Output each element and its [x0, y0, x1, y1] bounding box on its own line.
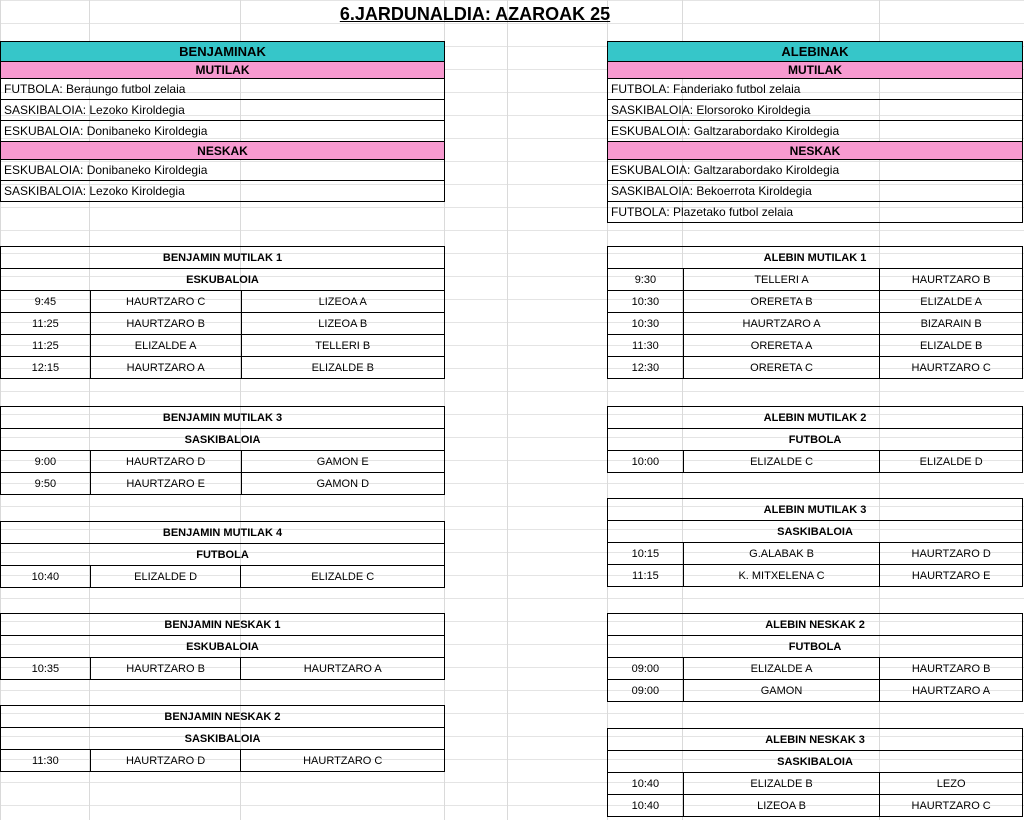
home-team: ELIZALDE A — [683, 658, 879, 680]
match-row — [608, 773, 1023, 795]
venue-row: ESKUBALOIA: Galtzarabordako Kiroldegia — [608, 121, 1023, 142]
home-team: ORERETA A — [683, 335, 879, 357]
match-row — [1, 473, 445, 495]
schedule-benjamin-mutilak-4 — [0, 521, 445, 588]
benjaminak-girls-label: NESKAK — [1, 142, 445, 160]
home-team: HAURTZARO C — [90, 291, 241, 313]
away-team: GAMON E — [241, 451, 444, 473]
match-row — [608, 357, 1023, 379]
match-time: 09:00 — [608, 658, 684, 680]
match-time: 12:15 — [1, 357, 91, 379]
venue-row: FUTBOLA: Fanderiako futbol zelaia — [608, 79, 1023, 100]
away-team: ELIZALDE D — [880, 451, 1023, 473]
benjaminak-header: BENJAMINAK — [1, 42, 445, 62]
sport-label: SASKIBALOIA — [1, 429, 445, 451]
venue-row: SASKIBALOIA: Lezoko Kiroldegia — [1, 181, 445, 202]
match-time: 10:40 — [608, 795, 684, 817]
schedule-alebin-neskak-2 — [607, 613, 1023, 702]
schedule-benjamin-neskak-2 — [0, 705, 445, 772]
match-row — [608, 269, 1023, 291]
sport-label: FUTBOLA — [1, 544, 445, 566]
away-team: HAURTZARO E — [880, 565, 1023, 587]
match-time: 11:25 — [1, 335, 91, 357]
sport-label: FUTBOLA — [608, 429, 1023, 451]
venue-row: SASKIBALOIA: Lezoko Kiroldegia — [1, 100, 445, 121]
match-time: 10:00 — [608, 451, 684, 473]
group-title: BENJAMIN NESKAK 1 — [1, 614, 445, 636]
match-row — [1, 357, 445, 379]
away-team: ELIZALDE B — [880, 335, 1023, 357]
venue-row: FUTBOLA: Plazetako futbol zelaia — [608, 202, 1023, 223]
away-team: HAURTZARO B — [880, 658, 1023, 680]
match-time: 9:00 — [1, 451, 91, 473]
match-time: 9:45 — [1, 291, 91, 313]
alebinak-header: ALEBINAK — [608, 42, 1023, 62]
home-team: ORERETA C — [683, 357, 879, 379]
group-title: ALEBIN MUTILAK 2 — [608, 407, 1023, 429]
away-team: LIZEOA A — [241, 291, 445, 313]
match-row — [608, 335, 1023, 357]
match-time: 10:15 — [608, 543, 684, 565]
schedule-benjamin-neskak-1 — [0, 613, 445, 680]
venue-row: SASKIBALOIA: Elorsoroko Kiroldegia — [608, 100, 1023, 121]
match-time: 11:30 — [1, 750, 91, 772]
schedule-benjamin-mutilak-3 — [0, 406, 445, 495]
match-time: 11:15 — [608, 565, 684, 587]
match-row — [1, 291, 445, 313]
match-row — [1, 566, 445, 588]
match-time: 09:00 — [608, 680, 684, 702]
group-title: ALEBIN MUTILAK 1 — [608, 247, 1023, 269]
group-title: BENJAMIN MUTILAK 4 — [1, 522, 445, 544]
venue-row: ESKUBALOIA: Galtzarabordako Kiroldegia — [608, 160, 1023, 181]
home-team: TELLERI A — [683, 269, 879, 291]
sport-label: SASKIBALOIA — [1, 728, 445, 750]
away-team: HAURTZARO C — [880, 357, 1023, 379]
alebinak-boys-label: MUTILAK — [608, 62, 1023, 79]
match-time: 10:30 — [608, 291, 684, 313]
schedule-alebin-mutilak-2 — [607, 406, 1023, 473]
match-time: 10:40 — [1, 566, 91, 588]
away-team: LIZEOA B — [241, 313, 445, 335]
away-team: HAURTZARO A — [880, 680, 1023, 702]
match-row — [608, 565, 1023, 587]
home-team: HAURTZARO B — [90, 313, 241, 335]
home-team: ELIZALDE A — [90, 335, 241, 357]
away-team: TELLERI B — [241, 335, 445, 357]
away-team: GAMON D — [241, 473, 444, 495]
match-time: 11:25 — [1, 313, 91, 335]
match-time: 10:35 — [1, 658, 91, 680]
venue-row: FUTBOLA: Beraungo futbol zelaia — [1, 79, 445, 100]
page-title: 6.JARDUNALDIA: AZAROAK 25 — [339, 4, 611, 24]
match-row — [608, 313, 1023, 335]
group-title: BENJAMIN MUTILAK 3 — [1, 407, 445, 429]
home-team: ORERETA B — [683, 291, 879, 313]
match-row — [608, 680, 1023, 702]
benjaminak-venues — [0, 41, 445, 202]
match-row — [608, 291, 1023, 313]
away-team: HAURTZARO A — [241, 658, 445, 680]
group-title: BENJAMIN MUTILAK 1 — [1, 247, 445, 269]
group-title: ALEBIN MUTILAK 3 — [608, 499, 1023, 521]
home-team: HAURTZARO D — [90, 451, 241, 473]
match-time: 10:40 — [608, 773, 684, 795]
sport-label: SASKIBALOIA — [608, 521, 1023, 543]
alebinak-venues — [607, 41, 1023, 223]
away-team: ELIZALDE C — [241, 566, 445, 588]
home-team: LIZEOA B — [683, 795, 879, 817]
venue-row: ESKUBALOIA: Donibaneko Kiroldegia — [1, 160, 445, 181]
away-team: HAURTZARO C — [241, 750, 445, 772]
group-title: BENJAMIN NESKAK 2 — [1, 706, 445, 728]
sport-label: SASKIBALOIA — [608, 751, 1023, 773]
home-team: G.ALABAK B — [683, 543, 879, 565]
schedule-alebin-mutilak-1 — [607, 246, 1023, 379]
group-title: ALEBIN NESKAK 2 — [608, 614, 1023, 636]
match-row — [1, 750, 445, 772]
match-time: 9:30 — [608, 269, 684, 291]
away-team: HAURTZARO C — [880, 795, 1023, 817]
match-time: 10:30 — [608, 313, 684, 335]
match-row — [1, 658, 445, 680]
away-team: ELIZALDE A — [880, 291, 1023, 313]
home-team: HAURTZARO E — [90, 473, 241, 495]
match-row — [608, 658, 1023, 680]
match-row — [608, 795, 1023, 817]
home-team: ELIZALDE C — [683, 451, 879, 473]
venue-row: ESKUBALOIA: Donibaneko Kiroldegia — [1, 121, 445, 142]
away-team: BIZARAIN B — [880, 313, 1023, 335]
match-row — [1, 313, 445, 335]
sport-label: ESKUBALOIA — [1, 636, 445, 658]
match-row — [608, 543, 1023, 565]
match-time: 9:50 — [1, 473, 91, 495]
home-team: ELIZALDE B — [683, 773, 879, 795]
schedule-alebin-mutilak-3 — [607, 498, 1023, 587]
match-row — [1, 335, 445, 357]
schedule-alebin-neskak-3 — [607, 728, 1023, 817]
sport-label: FUTBOLA — [608, 636, 1023, 658]
venue-row: SASKIBALOIA: Bekoerrota Kiroldegia — [608, 181, 1023, 202]
match-time: 11:30 — [608, 335, 684, 357]
away-team: HAURTZARO B — [880, 269, 1023, 291]
away-team: ELIZALDE B — [241, 357, 445, 379]
group-title: ALEBIN NESKAK 3 — [608, 729, 1023, 751]
home-team: HAURTZARO A — [90, 357, 241, 379]
home-team: K. MITXELENA C — [683, 565, 879, 587]
benjaminak-boys-label: MUTILAK — [1, 62, 445, 79]
match-row — [608, 451, 1023, 473]
home-team: HAURTZARO B — [90, 658, 241, 680]
home-team: GAMON — [683, 680, 879, 702]
away-team: LEZO — [880, 773, 1023, 795]
home-team: HAURTZARO D — [90, 750, 241, 772]
match-row — [1, 451, 445, 473]
away-team: HAURTZARO D — [880, 543, 1023, 565]
home-team: HAURTZARO A — [683, 313, 879, 335]
alebinak-girls-label: NESKAK — [608, 142, 1023, 160]
grid-line — [507, 0, 508, 820]
home-team: ELIZALDE D — [90, 566, 241, 588]
match-time: 12:30 — [608, 357, 684, 379]
schedule-benjamin-mutilak-1 — [0, 246, 445, 379]
sport-label: ESKUBALOIA — [1, 269, 445, 291]
